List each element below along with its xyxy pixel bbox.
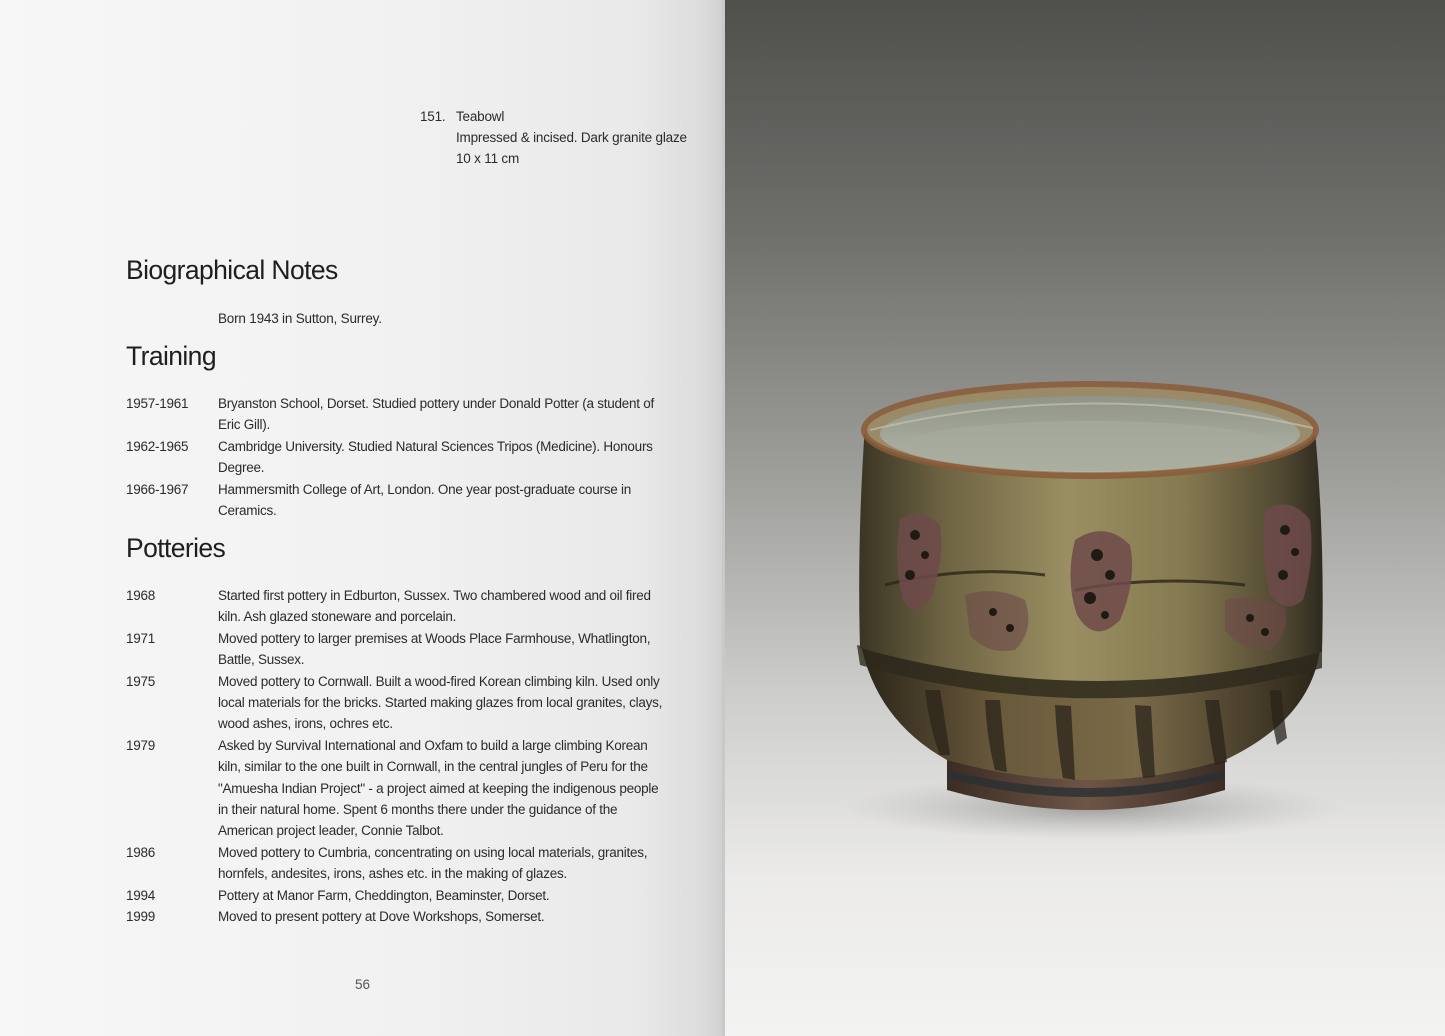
list-item: [126, 842, 666, 885]
entry-text: Moved pottery to larger premises at Woods Place Farmhouse, Whatlington, Battle, Sussex.: [218, 630, 651, 668]
plate-description: Impressed & incised. Dark granite glaze: [456, 130, 687, 145]
plate-number: 151.: [420, 109, 446, 124]
entry-year: 1986: [126, 844, 156, 860]
entry-year: 1999: [126, 909, 156, 925]
entry-text: Pottery at Manor Farm, Cheddington, Beaminster, Dorset.: [218, 887, 550, 903]
list-item: [126, 479, 666, 522]
entry-year: 1968: [126, 588, 156, 603]
potteries-heading: Potteries: [126, 533, 226, 563]
plate-dimensions: 10 x 11 cm: [456, 151, 520, 166]
entry-year: 1962-1965: [126, 438, 189, 454]
entry-text: Moved to present pottery at Dove Workshops, Somerset.: [218, 909, 545, 925]
entry-text: Hammersmith College of Art, London. One year post-graduate course in Ceramics.: [218, 481, 631, 519]
training-list: [126, 393, 666, 521]
training-heading: Training: [126, 341, 216, 371]
plate-title: Teabowl: [456, 109, 505, 124]
entry-year: 1975: [126, 673, 156, 689]
entry-year: 1957-1961: [126, 396, 189, 411]
list-item: [126, 906, 666, 927]
potteries-list: [126, 585, 666, 928]
born-line: Born 1943 in Sutton, Surrey.: [218, 311, 382, 326]
entry-year: 1966-1967: [126, 481, 189, 497]
list-item: [126, 735, 666, 842]
biographical-notes-heading: Biographical Notes: [126, 255, 338, 285]
list-item: [126, 585, 666, 628]
entry-year: 1979: [126, 737, 156, 753]
entry-year: 1971: [126, 630, 156, 646]
list-item: [126, 436, 666, 479]
list-item: [126, 671, 666, 735]
entry-text: Moved pottery to Cumbria, concentrating on using local materials, granites, hornfels, andesites, irons, ashes etc. in the making of glazes.: [218, 844, 648, 882]
list-item: [126, 393, 666, 436]
entry-text: Bryanston School, Dorset. Studied pottery under Donald Potter (a student of Eric Gill).: [218, 396, 655, 433]
entry-text: Cambridge University. Studied Natural Sciences Tripos (Medicine). Honours Degree.: [218, 438, 653, 476]
photo-page: [725, 0, 1445, 1036]
list-item: [126, 885, 666, 906]
entry-text: Started first pottery in Edburton, Sussex. Two chambered wood and oil fired kiln. Ash glazed stoneware and porcelain.: [218, 588, 651, 625]
teabowl-photo: [725, 0, 1445, 1036]
entry-year: 1994: [126, 887, 156, 903]
entry-text: Asked by Survival International and Oxfam to build a large climbing Korean kiln, similar to the one built in Cornwall, in the central jungles of Peru for the "Amuesha Indian Project" - a project aimed at keeping the indigenous people in their natural home. Spent 6 months there under the guidance of the American project leader, Connie Talbot.: [218, 737, 659, 839]
list-item: [126, 628, 666, 671]
entry-text: Moved pottery to Cornwall. Built a wood-fired Korean climbing kiln. Used only local materials for the bricks. Started making glazes from local granites, clays, wood ashes, irons, ochres etc.: [218, 673, 663, 732]
page-number: 56: [355, 977, 371, 992]
